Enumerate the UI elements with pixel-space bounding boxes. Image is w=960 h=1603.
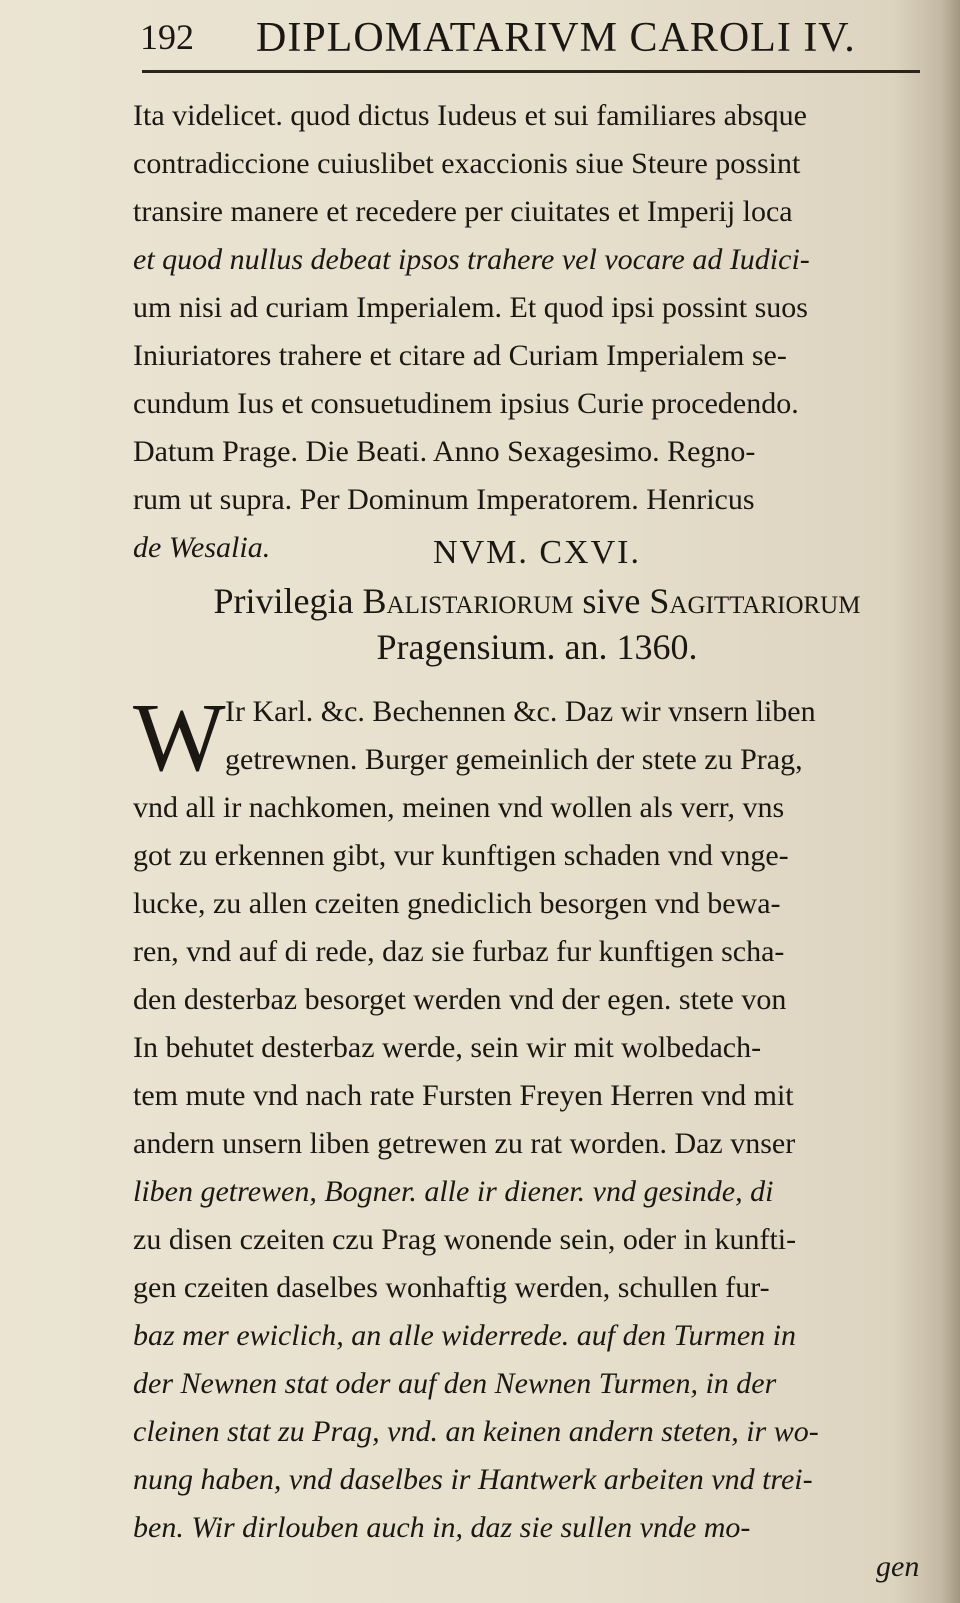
text-line: transire manere et recedere per ciuitates et Imperij loca [133, 195, 793, 228]
text-line: Datum Prage. Die Beati. Anno Sexagesimo. Regno- [133, 435, 756, 468]
document-body [133, 684, 941, 1552]
text-line: Iniuriatores trahere et citare ad Curiam Imperialem se- [133, 339, 787, 372]
text-line: getrewnen. Burger gemeinlich der stete zu Prag, [225, 743, 803, 776]
drop-cap-initial: W [133, 684, 226, 792]
section-title-line-2: Pragensium. an. 1360. [376, 627, 698, 667]
title-smallcaps: Sagittariorum [649, 581, 861, 621]
catchword: gen [876, 1550, 920, 1583]
running-title: DIPLOMATARIVM CAROLI IV. [256, 15, 856, 61]
section-number: NVM. CXVI. [433, 534, 641, 571]
text-line: got zu erkennen gibt, vur kunftigen schaden vnd vnge- [133, 839, 789, 872]
page-gutter-shadow [942, 0, 960, 1603]
text-line: nung haben, vnd daselbes ir Hantwerk arbeiten vnd trei- [133, 1463, 813, 1496]
section-title-line-1 [133, 578, 941, 624]
text-line: Ir Karl. &c. Bechennen &c. Daz wir vnsern liben [225, 695, 816, 728]
text-line: gen czeiten daselbes wonhaftig werden, schullen fur- [133, 1271, 770, 1304]
text-line: um nisi ad curiam Imperialem. Et quod ipsi possint suos [133, 291, 808, 324]
title-text: Privilegia [213, 581, 363, 621]
text-line: baz mer ewiclich, an alle widerrede. auf den Turmen in [133, 1319, 796, 1352]
text-line: cundum Ius et consuetudinem ipsius Curie procedendo. [133, 387, 799, 420]
text-line: In behutet desterbaz werde, sein wir mit wolbedach- [133, 1031, 762, 1064]
text-line: cleinen stat zu Prag, vnd. an keinen andern steten, ir wo- [133, 1415, 819, 1448]
text-line: vnd all ir nachkomen, meinen vnd wollen als verr, vns [133, 791, 785, 824]
text-line: tem mute vnd nach rate Fursten Freyen Herren vnd mit [133, 1079, 794, 1112]
text-line: zu disen czeiten czu Prag wonende sein, oder in kunfti- [133, 1223, 797, 1256]
text-line: ren, vnd auf di rede, daz sie furbaz fur kunftigen scha- [133, 935, 785, 968]
text-line: andern unsern liben getrewen zu rat worden. Daz vnser [133, 1127, 796, 1160]
text-line: den desterbaz besorget werden vnd der egen. stete von [133, 983, 787, 1016]
text-line: et quod nullus debeat ipsos trahere vel vocare ad Iudici- [133, 243, 810, 276]
text-line: der Newnen stat oder auf den Newnen Turmen, in der [133, 1367, 777, 1400]
text-line: Ita videlicet. quod dictus Iudeus et sui familiares absque [133, 99, 807, 132]
page-header [140, 6, 920, 68]
text-line: rum ut supra. Per Dominum Imperatorem. Henricus [133, 483, 755, 516]
section-heading [133, 528, 941, 670]
prior-document-text [133, 92, 941, 572]
header-rule [142, 70, 920, 73]
text-line: lucke, zu allen czeiten gnediclich besorgen vnd bewa- [133, 887, 781, 920]
title-text: sive [573, 581, 650, 621]
text-line: ben. Wir dirlouben auch in, daz sie sullen vnde mo- [133, 1511, 751, 1544]
page-number: 192 [140, 17, 194, 57]
text-line: de Wesalia. [133, 531, 271, 564]
text-line: liben getrewen, Bogner. alle ir diener. vnd gesinde, di [133, 1175, 774, 1208]
text-line: contradiccione cuiuslibet exaccionis siue Steure possint [133, 147, 801, 180]
title-smallcaps: Balistariorum [362, 581, 574, 621]
